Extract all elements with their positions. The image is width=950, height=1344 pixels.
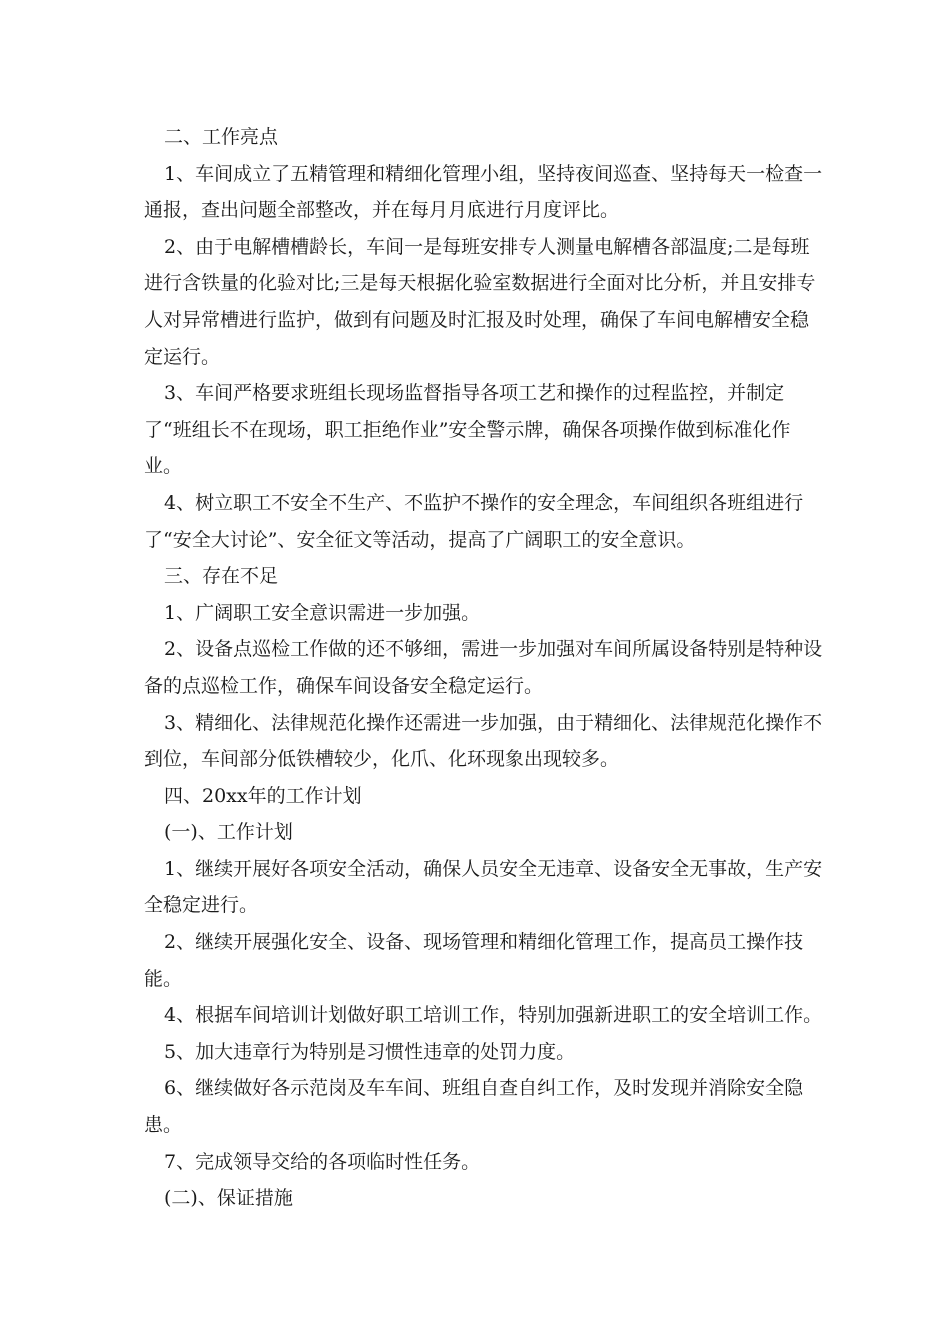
- paragraph: 2、设备点巡检工作做的还不够细，需进一步加强对车间所属设备特别是特种设备的点巡检工作，确保车间设备安全稳定运行。: [144, 638, 823, 697]
- paragraph: 3、精细化、法律规范化操作还需进一步加强，由于精细化、法律规范化操作不到位，车间部分低铁槽较少，化爪、化环现象出现较多。: [144, 711, 823, 771]
- paragraph: 3、车间严格要求班组长现场监督指导各项工艺和操作的过程监控，并制定了“班组长不在现场，职工拒绝作业”安全警示牌，确保各项操作做到标准化作业。: [144, 382, 791, 478]
- paragraph: 7、完成领导交给的各项临时性任务。: [164, 1150, 481, 1173]
- paragraph: 4、树立职工不安全不生产、不监护不操作的安全理念，车间组织各班组进行了“安全大讨论”、安全征文等活动，提高了广阔职工的安全意识。: [144, 491, 804, 551]
- subsection-heading-plan: (一)、工作计划: [164, 821, 293, 844]
- paragraph: 1、继续开展好各项安全活动，确保人员安全无违章、设备安全无事故，生产安全稳定进行。: [144, 857, 823, 917]
- paragraph: 5、加大违章行为特别是习惯性违章的处罚力度。: [164, 1040, 576, 1063]
- section-heading-highlights: 二、工作亮点: [164, 126, 279, 148]
- subsection-heading-measures: (二)、保证措施: [164, 1187, 293, 1210]
- paragraph: 4、根据车间培训计划做好职工培训工作，特别加强新进职工的安全培训工作。: [164, 1004, 823, 1027]
- section-heading-shortcomings: 三、存在不足: [164, 565, 279, 588]
- paragraph: 2、继续开展强化安全、设备、现场管理和精细化管理工作，提高员工操作技能。: [144, 931, 804, 990]
- document-body: [144, 119, 824, 1217]
- section-heading-work-plan: 四、20xx年的工作计划: [164, 784, 362, 807]
- paragraph: 6、继续做好各示范岗及车车间、班组自查自纠工作，及时发现并消除安全隐患。: [144, 1077, 804, 1137]
- paragraph: 1、车间成立了五精管理和精细化管理小组，坚持夜间巡查、坚持每天一检查一通报，查出问题全部整改，并在每月月底进行月度评比。: [144, 162, 823, 222]
- paragraph: 2、由于电解槽槽龄长，车间一是每班安排专人测量电解槽各部温度;二是每班进行含铁量的化验对比;三是每天根据化验室数据进行全面对比分析，并且安排专人对异常槽进行监护，做到有问题及时汇报及时处理，确保了车间电解槽安全稳定运行。: [144, 235, 816, 368]
- paragraph: 1、广阔职工安全意识需进一步加强。: [164, 601, 481, 624]
